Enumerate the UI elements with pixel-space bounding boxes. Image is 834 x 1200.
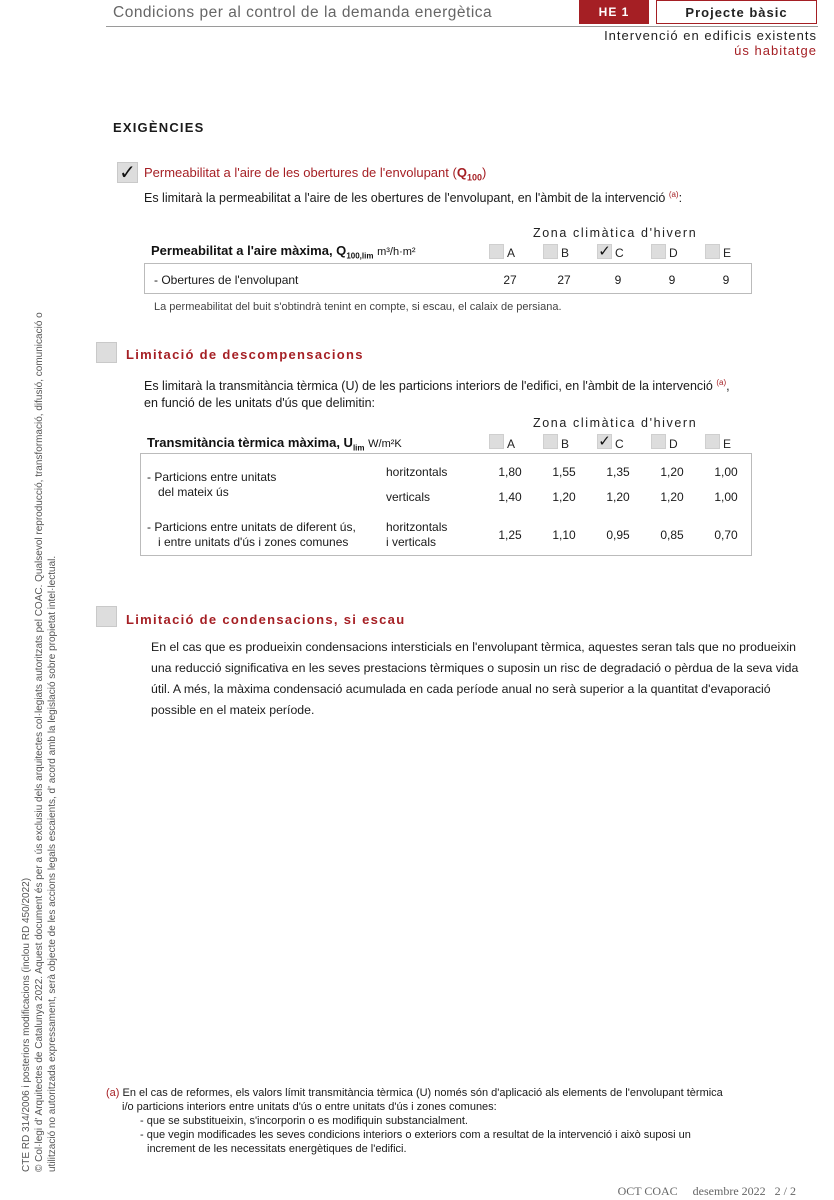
condensations-text: En el cas que es produeixin condensacions intersticials en l'envolupant tèrmica, aquestes seran tals que no produeixin una reducció significativa en les seves prestacions tèrmiques o suposin un risc de degradació o pèrdua de la seva vida útil. A més, la màxima condensació acumulada en cada període anual no serà superior a la quantitat d'evaporació possible en el mateix període. (151, 640, 799, 717)
row2-label: - Particions entre unitats de diferent ús, i entre unitats d'ús i zones comunes (147, 520, 356, 549)
row1a-value-d: 1,20 (660, 465, 684, 479)
row1b-type: verticals (386, 490, 431, 504)
zone-b-checkbox-2[interactable] (543, 434, 558, 449)
he1-badge: HE 1 (579, 0, 649, 24)
footnote-mark: (a) (106, 1087, 120, 1099)
zone-a-checkbox[interactable] (489, 244, 504, 259)
row1a-value-e: 1,00 (714, 465, 738, 479)
row2-type: horitzontals i verticals (386, 520, 448, 549)
row1b-value-e: 1,00 (714, 490, 738, 504)
zone-b-checkbox[interactable] (543, 244, 558, 259)
decompensations-title: Limitació de descompensacions (126, 347, 364, 362)
row2-value-a: 1,25 (498, 528, 522, 542)
header-divider (106, 26, 818, 27)
side-line-2: © Col·legi d' Arquitectes de Catalunya 2022. Aquest document és per a ús exclusiu dels arquitectes col·legiats autoritzats pel COAC. Qualsevol reproducció, transformació, difusió, comunicació o (34, 312, 45, 1172)
zone-d-label: D (669, 246, 678, 260)
zone-c-checkbox-2[interactable] (597, 434, 612, 449)
permeability-title: Permeabilitat a l'aire de les obertures de l'envolupant $(Q_{100})$ (144, 165, 487, 183)
row1b-value-d: 1,20 (660, 490, 684, 504)
row2-value-e: 0,70 (714, 528, 738, 542)
row2-value-c: 0,95 (606, 528, 630, 542)
check-icon: ✓ (119, 161, 136, 184)
zone-c-label: C (615, 246, 624, 260)
check-icon: ✓ (598, 243, 611, 260)
zone-b-label-2: B (561, 437, 570, 451)
section-title: EXIGÈNCIES (113, 120, 205, 135)
decompensations-description: Es limitarà la transmitància tèrmica (U) de les particions interiors de l'edifici, en l'àmbit de la intervenció $^{(a)}$, en funció de les unitats d'ús que delimitin: (144, 378, 730, 411)
row1-label: - Particions entre unitats del mateix ús (147, 470, 277, 499)
zone-header: Zona climàtica d'hivern (533, 226, 698, 240)
footnote: (a) En el cas de reformes, els valors límit transmitància tèrmica (U) només són d'aplicació als elements de l'envolupant tèrmica i/o particions interiors entre unitats d'ús o entre unitats d'ús i zones comunes: - que se substitueixin, s'incorporin o es modifiquin substancialment. - que vegin modificades les seves condicions interiors o exteriors com a resultat de la intervenció i això suposi un increment de les necessitats energètiques de l'edifici. (106, 1087, 723, 1155)
zone-a-checkbox-2[interactable] (489, 434, 504, 449)
zone-e-label-2: E (723, 437, 732, 451)
side-line-3: utilització no autoritzada expressament, serà objecte de les accions legals escaients, d' acord amb la legislació sobre propietat intel·lectual. (47, 555, 58, 1172)
zone-a-label-2: A (507, 437, 516, 451)
row2-value-b: 1,10 (552, 528, 576, 542)
page-footer: OCT COAC desembre 2022 2 / 2 (617, 1184, 796, 1198)
zone-header-2: Zona climàtica d'hivern (533, 416, 698, 430)
condensations-title: Limitació de condensacions, si escau (126, 612, 406, 627)
header-subtitle: Intervenció en edificis existents (604, 28, 817, 43)
zone-e-checkbox-2[interactable] (705, 434, 720, 449)
permeability-value-b: 27 (557, 273, 571, 287)
row1b-value-b: 1,20 (552, 490, 576, 504)
row2-value-d: 0,85 (660, 528, 684, 542)
row1a-value-b: 1,55 (552, 465, 576, 479)
zone-b-label: B (561, 246, 570, 260)
permeability-value-c: 9 (614, 273, 622, 287)
row1b-value-a: 1,40 (498, 490, 522, 504)
zone-e-checkbox[interactable] (705, 244, 720, 259)
permeability-table-title: Permeabilitat a l'aire màxima, $Q_{100,lim}$ m³/h·m² (151, 243, 416, 261)
row1a-value-c: 1,35 (606, 465, 630, 479)
permeability-value-e: 9 (722, 273, 730, 287)
row1b-value-c: 1,20 (606, 490, 630, 504)
zone-d-label-2: D (669, 437, 678, 451)
row1a-value-a: 1,80 (498, 465, 522, 479)
transmittance-table-title: Transmitància tèrmica màxima, $U_{lim}$ W/m²K (147, 435, 402, 453)
row1a-type: horitzontals (386, 465, 448, 479)
zone-d-checkbox[interactable] (651, 244, 666, 259)
header-use-type: ús habitatge (734, 43, 817, 58)
permeability-row-label: - Obertures de l'envolupant (154, 273, 299, 287)
check-icon: ✓ (598, 433, 611, 450)
header-title: Condicions per al control de la demanda energètica (113, 4, 493, 21)
decompensations-checkbox[interactable] (96, 342, 117, 363)
permeability-value-d: 9 (668, 273, 676, 287)
permeability-checkbox[interactable] (117, 162, 138, 183)
zone-a-label: A (507, 246, 516, 260)
zone-c-label-2: C (615, 437, 624, 451)
zone-e-label: E (723, 246, 732, 260)
zone-d-checkbox-2[interactable] (651, 434, 666, 449)
project-type-box: Projecte bàsic (656, 0, 817, 24)
permeability-value-a: 27 (503, 273, 517, 287)
permeability-note: La permeabilitat del buit s'obtindrà tenint en compte, si escau, el calaix de persiana. (154, 301, 562, 313)
side-line-1: CTE RD 314/2006 i posteriors modificacions (inclou RD 450/2022) (21, 877, 32, 1172)
permeability-description: Es limitarà la permeabilitat a l'aire de les obertures de l'envolupant, en l'àmbit de la intervenció $^{(a)}$: (144, 190, 683, 206)
zone-c-checkbox[interactable] (597, 244, 612, 259)
copyright-side-text (20, 312, 59, 1172)
condensations-checkbox[interactable] (96, 606, 117, 627)
